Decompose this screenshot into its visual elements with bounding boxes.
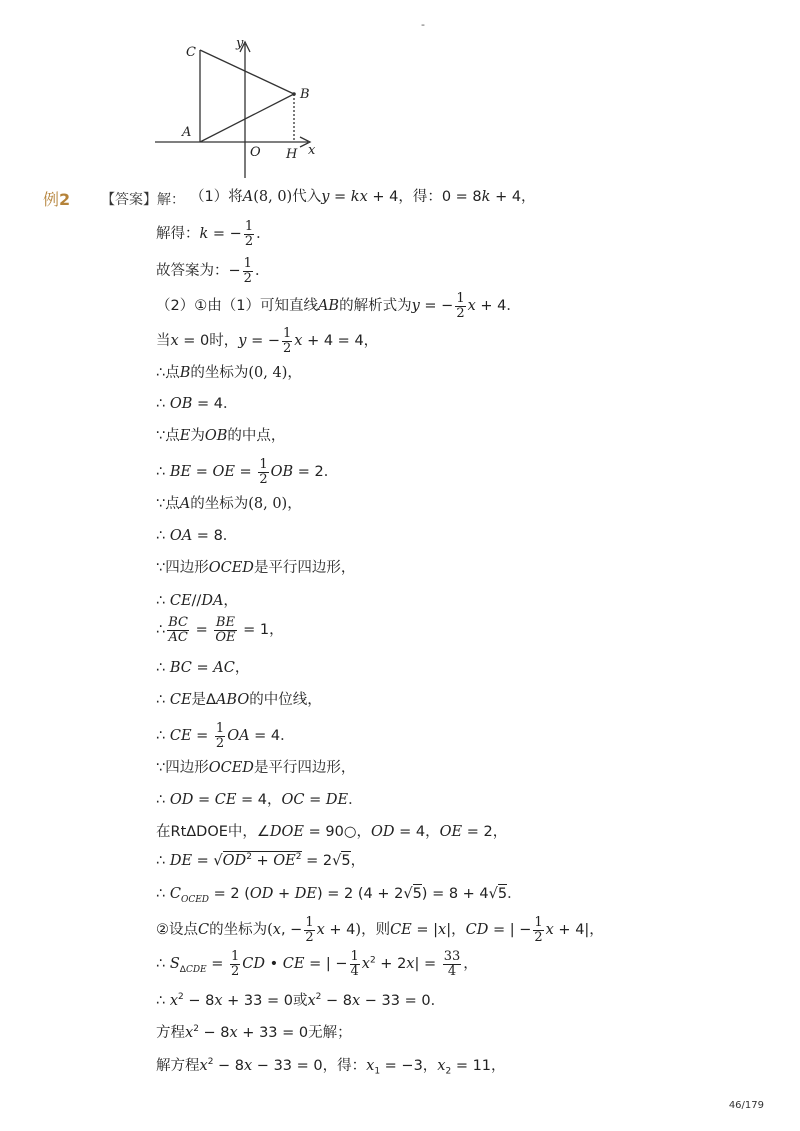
label-B: B	[300, 87, 310, 102]
top-mark: -	[421, 18, 425, 31]
solution-line-22: ∴ $C_{OCED} = 2$ (OD + DE) = 2 (4 + 2√5) = 8 + 4√5．	[156, 886, 522, 905]
solution-line-21: ∴ DE = $√OD^2 + OE^2 = 2√5$，	[156, 852, 366, 869]
label-y: y	[236, 36, 244, 51]
solution-line-13: ∴ CE//DA，	[156, 593, 238, 609]
label-H: H	[286, 147, 298, 162]
solution-line-16: ∴ CE是ΔABO的中位线，	[156, 692, 322, 708]
segment-AB	[200, 94, 294, 142]
solution-line-26: 方程$x^2 - 8x + 33 = 0$无解；	[156, 1024, 352, 1041]
segment-CB	[200, 50, 294, 94]
example-label: 例2	[43, 190, 71, 209]
label-x: x	[308, 143, 316, 158]
solution-line-18: ∵四边形OCED是平行四边形，	[156, 760, 356, 776]
solution-line-17: ∴ CE = $\frac{1}{2}$ OA = 4．	[156, 721, 295, 751]
solution-line-15: ∴ BC = AC，	[156, 660, 250, 676]
solution-line-24: ∴ $S_{\Delta CDE}$ = $\frac{1}{2}$ CD • CE = | − $\frac{1}{4}$ $x^2 + 2x|$ = $\frac{33}{4}$ ，	[156, 949, 478, 979]
solution-line-2: 解得：k = − $\frac{1}{2}$ ．	[156, 219, 271, 249]
solution-line-11: ∴ OA = 8．	[156, 528, 238, 544]
label-O: O	[250, 145, 261, 160]
point-B	[292, 92, 296, 96]
solution-line-10: ∵点A的坐标为(8, 0)，	[156, 496, 302, 512]
solution-line-5: 当x = 0时，y = − $\frac{1}{2}$ x + 4 = 4，	[156, 326, 379, 356]
solution-line-20: 在RtΔDOE中，∠DOE = 90○，OD = 4，OE = 2，	[156, 824, 508, 840]
answer-tag: 【答案】解：	[101, 192, 185, 208]
solution-line-4: （2）①由（1）可知直线AB的解析式为y = − $\frac{1}{2}$ x + 4．	[156, 291, 521, 321]
label-C: C	[186, 45, 196, 60]
solution-line-23: ②设点C的坐标为(x, − $\frac{1}{2}$ x + 4)，则CE = |x|，CD = | − $\frac{1}{2}$ x + 4|，	[156, 915, 604, 945]
page-number: 46/179	[728, 1100, 764, 1111]
coordinate-figure	[150, 36, 330, 184]
solution-line-7: ∴ OB = 4．	[156, 396, 238, 412]
solution-line-25: ∴ $x^2 - 8x + 33 = 0$或$x^2 - 8x - 33 = 0$．	[156, 992, 446, 1009]
solution-line-3: 故答案为：− $\frac{1}{2}$ ．	[156, 256, 270, 286]
solution-line-19: ∴ OD = CE = 4，OC = DE．	[156, 792, 363, 808]
solution-line-27: 解方程$x^2 - 8x - 33 = 0$，得：$x_1 = -3$，$x_2 = 11$，	[156, 1057, 506, 1077]
solution-line-9: ∴ BE = OE = $\frac{1}{2}$ OB = 2．	[156, 457, 339, 487]
solution-line-12: ∵四边形OCED是平行四边形，	[156, 560, 356, 576]
solution-line-8: ∵点E为OB的中点，	[156, 428, 286, 444]
label-A: A	[182, 125, 192, 140]
solution-line-14: ∴ $\frac{BC}{AC}$ = $\frac{BE}{OE}$ = 1，	[156, 615, 284, 645]
solution-line-1: （1）将A(8, 0)代入y = kx + 4，得：0 = 8k + 4，	[190, 189, 536, 205]
solution-line-6: ∴点B的坐标为(0, 4)，	[156, 365, 302, 381]
